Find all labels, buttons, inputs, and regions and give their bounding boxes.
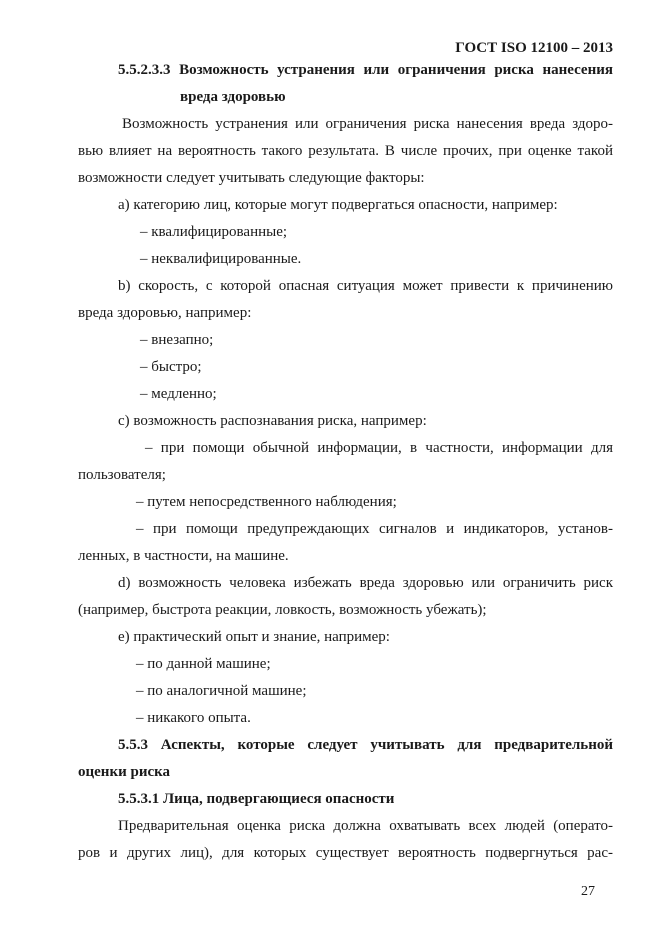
paragraph-line: возможности следует учитывать следующие факторы: bbox=[78, 170, 425, 186]
section-5-5-3-1-heading: 5.5.3.1 Лица, подвергающиеся опасности bbox=[118, 791, 395, 807]
list-item-d-cont: (например, быстрота реакции, ловкость, возможность убежать); bbox=[78, 602, 487, 618]
page-number: 27 bbox=[581, 884, 595, 899]
list-subitem: – путем непосредственного наблюдения; bbox=[136, 494, 397, 510]
list-item-d: d) возможность человека избежать вреда здоровью или ограничить риск bbox=[118, 575, 613, 591]
list-subitem: – при помощи предупреждающих сигналов и индикаторов, установ- bbox=[136, 521, 613, 537]
list-subitem: – медленно; bbox=[140, 386, 217, 402]
paragraph-line: вью влияет на вероятность такого результата. В числе прочих, при оценке такой bbox=[78, 143, 613, 159]
list-item-e: e) практический опыт и знание, например: bbox=[118, 629, 390, 645]
list-subitem: – по аналогичной машине; bbox=[136, 683, 307, 699]
list-subitem: – быстро; bbox=[140, 359, 202, 375]
list-item-a: a) категорию лиц, которые могут подвергаться опасности, например: bbox=[118, 197, 558, 213]
list-subitem: – по данной машине; bbox=[136, 656, 271, 672]
list-subitem: – внезапно; bbox=[140, 332, 214, 348]
paragraph-line: Возможность устранения или ограничения риска нанесения вреда здоро- bbox=[122, 116, 613, 132]
list-subitem: – неквалифицированные. bbox=[140, 251, 302, 267]
list-item-b-cont: вреда здоровью, например: bbox=[78, 305, 252, 321]
list-item-b: b) скорость, с которой опасная ситуация может привести к причинению bbox=[118, 278, 613, 294]
document-header: ГОСТ ISO 12100 – 2013 bbox=[455, 40, 613, 56]
paragraph-line: ров и других лиц), для которых существует вероятность подвергнуться рас- bbox=[78, 845, 613, 861]
list-subitem-cont: пользователя; bbox=[78, 467, 166, 483]
list-item-c: c) возможность распознавания риска, например: bbox=[118, 413, 427, 429]
list-subitem-cont: ленных, в частности, на машине. bbox=[78, 548, 289, 564]
section-5-5-3-heading-cont: оценки риска bbox=[78, 764, 171, 780]
section-5-5-2-3-3-heading-cont: вреда здоровью bbox=[180, 89, 286, 105]
list-subitem: – при помощи обычной информации, в частности, информации для bbox=[145, 440, 613, 456]
list-subitem: – никакого опыта. bbox=[136, 710, 251, 726]
section-5-5-2-3-3-heading: 5.5.2.3.3 Возможность устранения или ограничения риска нанесения bbox=[118, 62, 613, 78]
section-5-5-3-heading: 5.5.3 Аспекты, которые следует учитывать для предварительной bbox=[118, 737, 613, 753]
paragraph-line: Предварительная оценка риска должна охватывать всех людей (операто- bbox=[118, 818, 613, 834]
list-subitem: – квалифицированные; bbox=[140, 224, 288, 240]
